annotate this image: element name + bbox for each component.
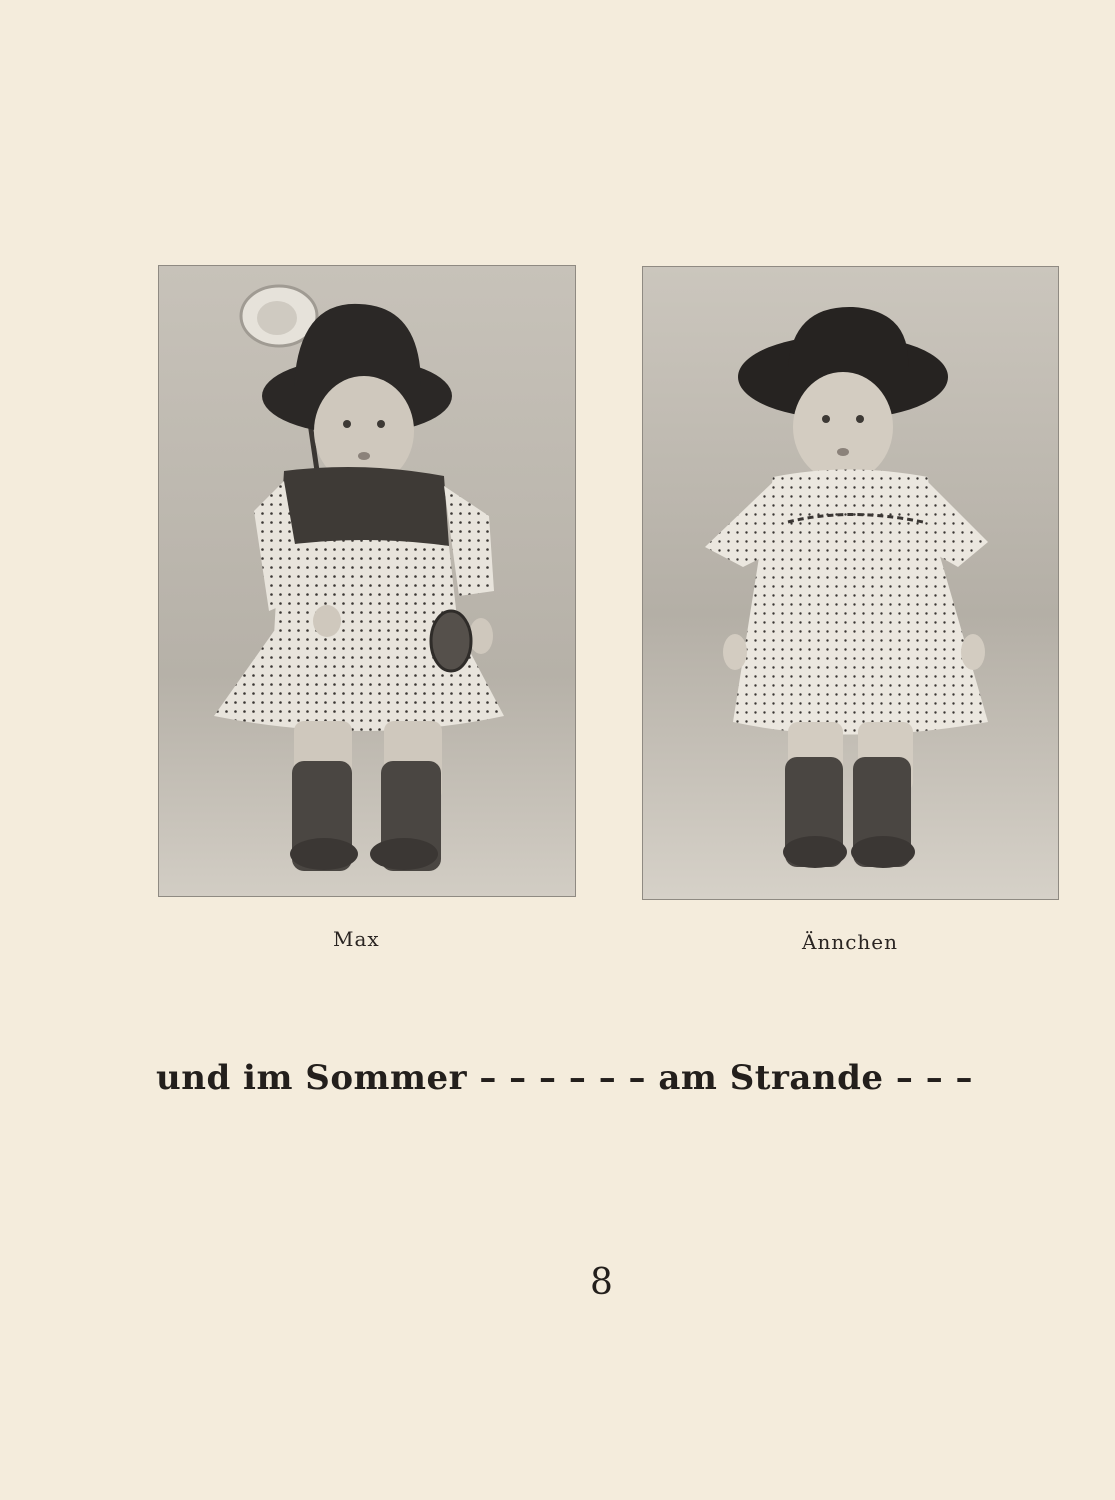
page-number: 8: [590, 1262, 613, 1303]
tagline-text: und im Sommer – – – – – – am Strande – – –: [156, 1058, 974, 1098]
doll-aennchen-image: [643, 267, 1058, 899]
doll-max-image: [159, 266, 575, 896]
photo-max: [158, 265, 576, 897]
photo-aennchen: [642, 266, 1059, 900]
caption-max: Max: [333, 927, 380, 951]
caption-aennchen: Ännchen: [802, 930, 899, 954]
